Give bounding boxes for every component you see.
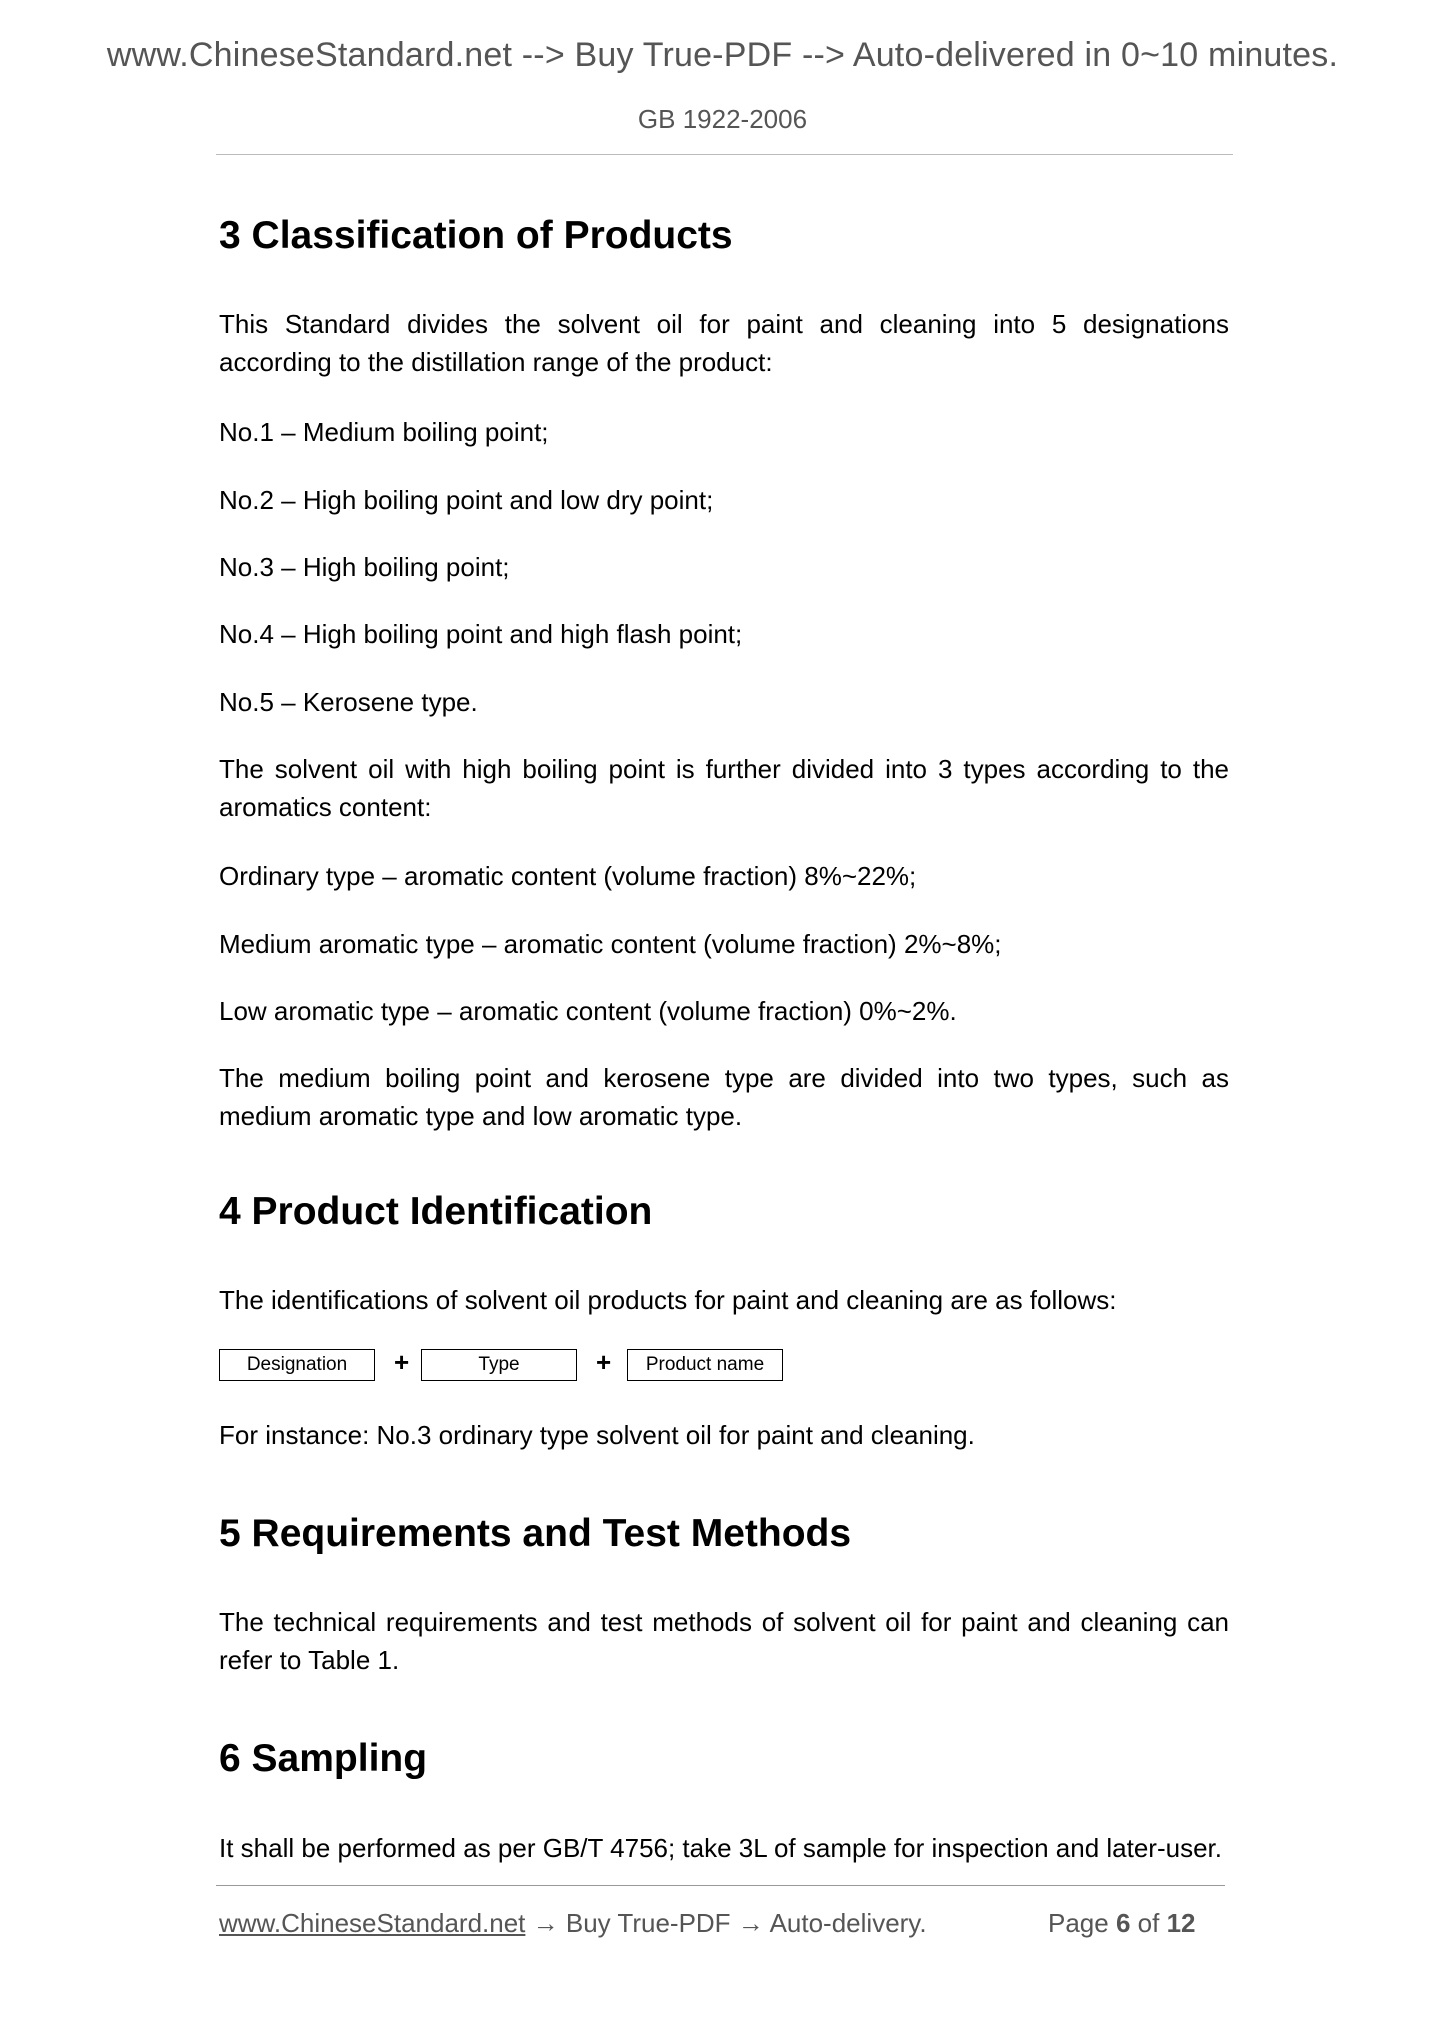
section5-title: 5 Requirements and Test Methods bbox=[219, 1512, 852, 1555]
header-divider bbox=[216, 154, 1233, 155]
standard-code: GB 1922-2006 bbox=[637, 104, 808, 134]
footer-tagline: → Buy True-PDF → Auto-delivery. bbox=[525, 1908, 927, 1938]
designation-item: No.3 – High boiling point; bbox=[219, 552, 510, 582]
type-box: Type bbox=[421, 1349, 577, 1381]
section4-title: 4 Product Identification bbox=[219, 1190, 653, 1233]
aromatic-type-item: Low aromatic type – aromatic content (volume fraction) 0%~2%. bbox=[219, 996, 957, 1026]
site-banner: www.ChineseStandard.net --> Buy True-PDF --> Auto-delivered in 0~10 minutes. bbox=[106, 36, 1339, 74]
page-number: 6 bbox=[1115, 1908, 1131, 1938]
aromatic-type-item: Medium aromatic type – aromatic content (volume fraction) 2%~8%; bbox=[219, 929, 1002, 959]
section3-title: 3 Classification of Products bbox=[219, 214, 733, 257]
designation-item: No.2 – High boiling point and low dry point; bbox=[219, 485, 714, 515]
designation-box: Designation bbox=[219, 1349, 375, 1381]
designation-item: No.1 – Medium boiling point; bbox=[219, 417, 549, 447]
aromatics-intro: The solvent oil with high boiling point is further divided into 3 types according to the aromatics content: bbox=[219, 754, 1229, 822]
section4-example: For instance: No.3 ordinary type solvent oil for paint and cleaning. bbox=[219, 1420, 975, 1450]
section3-intro: This Standard divides the solvent oil for paint and cleaning into 5 designations according to the distillation range of the product: bbox=[219, 309, 1229, 377]
page-indicator bbox=[1048, 1908, 1196, 1939]
footer-divider bbox=[216, 1885, 1225, 1886]
section6-text: It shall be performed as per GB/T 4756; take 3L of sample for inspection and later-user. bbox=[219, 1833, 1222, 1863]
plus-sign: + bbox=[394, 1347, 410, 1377]
aromatic-type-item: Ordinary type – aromatic content (volume fraction) 8%~22%; bbox=[219, 861, 917, 891]
identification-formula bbox=[219, 1349, 919, 1381]
section5-text: The technical requirements and test methods of solvent oil for paint and cleaning can refer to Table 1. bbox=[219, 1607, 1229, 1675]
footer-site-link[interactable]: www.ChineseStandard.net bbox=[219, 1908, 526, 1938]
section6-title: 6 Sampling bbox=[219, 1737, 428, 1780]
total-pages: 12 bbox=[1166, 1908, 1196, 1938]
page-label: Page bbox=[1048, 1908, 1109, 1938]
product-name-box: Product name bbox=[627, 1349, 783, 1381]
section4-intro: The identifications of solvent oil products for paint and cleaning are as follows: bbox=[219, 1285, 1117, 1315]
designation-item: No.4 – High boiling point and high flash point; bbox=[219, 619, 743, 649]
of-label: of bbox=[1137, 1908, 1160, 1938]
section3-closing: The medium boiling point and kerosene type are divided into two types, such as medium aromatic type and low aromatic type. bbox=[219, 1063, 1229, 1131]
plus-sign: + bbox=[596, 1347, 612, 1377]
designation-item: No.5 – Kerosene type. bbox=[219, 687, 478, 717]
footer-promo bbox=[219, 1908, 927, 1939]
